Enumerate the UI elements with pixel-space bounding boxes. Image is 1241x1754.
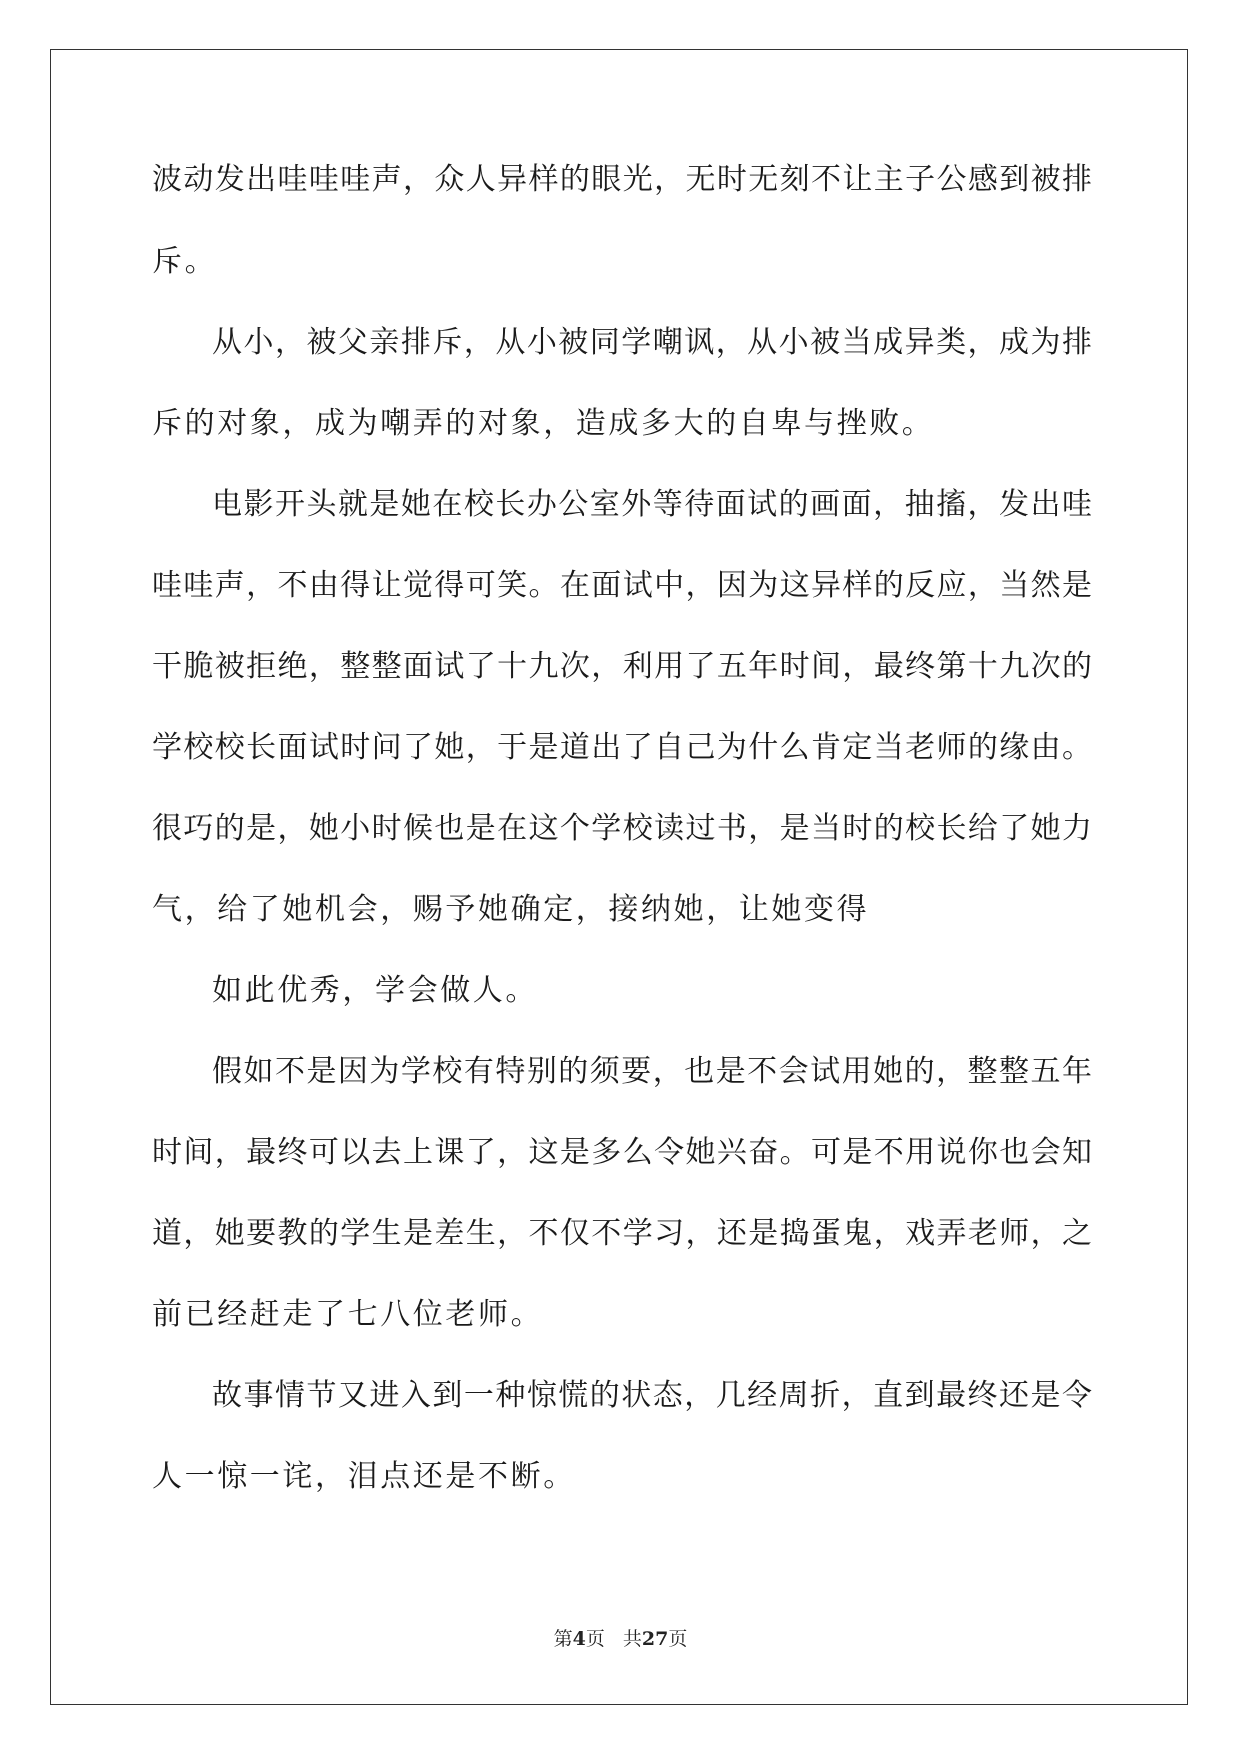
paragraph-first-line: 如此优秀，学会做人。 bbox=[212, 973, 538, 1008]
text-line: 波动发出哇哇哇声，众人异样的眼光，无时无刻不让主子公感到被排 bbox=[152, 162, 1092, 197]
text-line: 斥。 bbox=[152, 244, 218, 279]
text-line: 很巧的是，她小时候也是在这个学校读过书，是当时的校长给了她力 bbox=[152, 811, 1092, 846]
total-prefix: 共 bbox=[622, 1628, 642, 1650]
text-line: 道，她要教的学生是差生，不仅不学习，还是捣蛋鬼，戏弄老师，之 bbox=[152, 1216, 1092, 1251]
page-number: 4 bbox=[572, 1628, 586, 1650]
total-pages: 27 bbox=[641, 1628, 669, 1650]
total-suffix: 页 bbox=[668, 1628, 688, 1650]
paragraph-first-line: 假如不是因为学校有特别的须要，也是不会试用她的，整整五年 bbox=[212, 1054, 1092, 1089]
text-line: 时间，最终可以去上课了，这是多么令她兴奋。可是不用说你也会知 bbox=[152, 1135, 1092, 1170]
text-line: 气，给了她机会，赐予她确定，接纳她，让她变得 bbox=[152, 892, 870, 927]
text-line: 前已经赶走了七八位老师。 bbox=[152, 1297, 544, 1332]
page-suffix: 页 bbox=[585, 1628, 605, 1650]
text-line: 人一惊一诧，泪点还是不断。 bbox=[152, 1459, 576, 1494]
text-line: 哇哇声，不由得让觉得可笑。在面试中，因为这异样的反应，当然是 bbox=[152, 568, 1092, 603]
paragraph-first-line: 故事情节又进入到一种惊慌的状态，几经周折，直到最终还是令 bbox=[212, 1378, 1092, 1413]
paragraph-first-line: 从小，被父亲排斥，从小被同学嘲讽，从小被当成异类，成为排 bbox=[212, 325, 1092, 360]
text-line: 学校校长面试时问了她，于是道出了自己为什么肯定当老师的缘由。 bbox=[152, 730, 1092, 765]
text-line: 干脆被拒绝，整整面试了十九次，利用了五年时间，最终第十九次的 bbox=[152, 649, 1092, 684]
text-line: 斥的对象，成为嘲弄的对象，造成多大的自卑与挫败。 bbox=[152, 406, 935, 441]
page-footer bbox=[0, 1626, 1241, 1652]
page-prefix: 第 bbox=[553, 1628, 573, 1650]
paragraph-first-line: 电影开头就是她在校长办公室外等待面试的画面，抽搐，发出哇 bbox=[212, 487, 1092, 522]
